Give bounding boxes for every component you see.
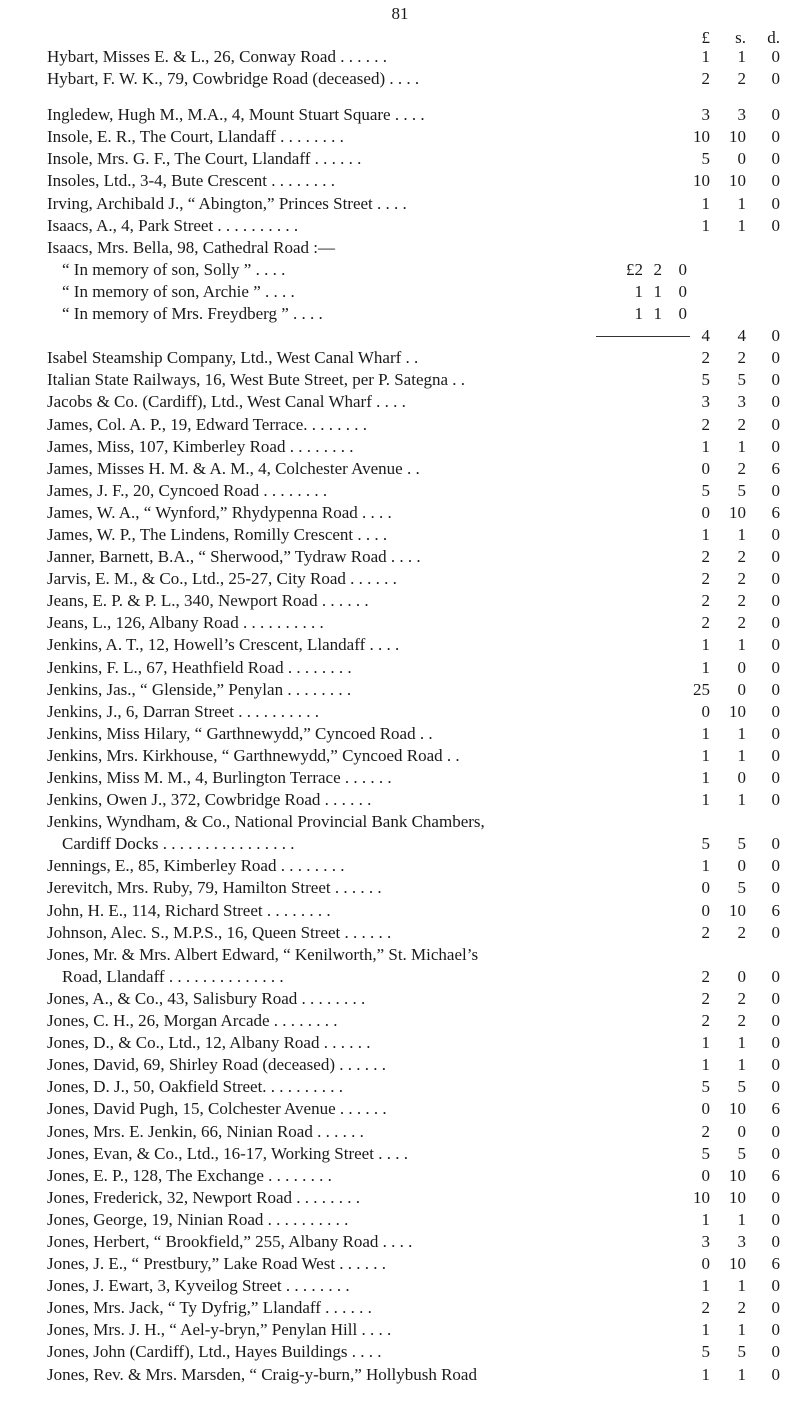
amount-pence: 0 (771, 370, 780, 390)
list-item (0, 546, 800, 568)
amount-pounds: 3 (701, 392, 710, 412)
amount-pounds: 2 (701, 1121, 710, 1141)
amount-pence: 0 (771, 1276, 780, 1296)
amount-shillings: 0 (737, 966, 746, 986)
amount-shillings: 10 (729, 502, 746, 522)
pence-header: d. (767, 28, 780, 47)
amount-pounds: 1 (701, 215, 710, 235)
list-item (0, 789, 800, 811)
amount-pence: 0 (771, 1077, 780, 1097)
subscriber-name: Jones, Mr. & Mrs. Albert Edward, “ Kenilworth,” St. Michael’s (47, 944, 479, 964)
amount-pence: 0 (771, 657, 780, 677)
amount-pence: 0 (771, 105, 780, 125)
amount-pounds: 2 (701, 922, 710, 942)
amount-pence: 0 (771, 171, 780, 191)
subscriber-name: John, H. E., 114, Richard Street . . . . . . . . (47, 900, 331, 920)
amount-shillings: 1 (737, 1209, 746, 1229)
amount-shillings: 0 (737, 768, 746, 787)
subscriber-name: “ In memory of son, Solly ” . . . . (62, 259, 286, 279)
amount-pounds: 1 (701, 856, 710, 876)
list-item (0, 1098, 800, 1120)
amount-pence: 0 (771, 768, 780, 787)
amount-pounds: 1 (701, 524, 710, 544)
amount-shillings: 1 (737, 1320, 746, 1340)
subscriber-name: Hybart, Misses E. & L., 26, Conway Road . . . . . . (47, 47, 387, 66)
amount-shillings: 0 (737, 1121, 746, 1141)
shillings-header: s. (735, 28, 746, 47)
subscriber-name: Jeans, E. P. & P. L., 340, Newport Road . . . . . . (47, 591, 369, 611)
amount-pence: 0 (771, 966, 780, 986)
amount-pounds: 0 (701, 458, 710, 478)
amount-shillings: 1 (737, 745, 746, 765)
list-item (0, 1076, 800, 1098)
amount-pounds: 2 (701, 613, 710, 633)
amount-shillings: 5 (737, 878, 746, 898)
subscriber-name: James, J. F., 20, Cyncoed Road . . . . . . . . (47, 480, 328, 500)
amount-pounds: 5 (701, 1342, 710, 1362)
amount-pounds: 2 (701, 547, 710, 567)
subscriber-name: Jenkins, Mrs. Kirkhouse, “ Garthnewydd,” Cyncoed Road . . (47, 745, 460, 765)
list-item (0, 1143, 800, 1165)
amount-pounds: 4 (701, 326, 710, 346)
subscriber-name: Jenkins, Owen J., 372, Cowbridge Road . . . . . . (47, 790, 372, 810)
subscriber-name: Hybart, F. W. K., 79, Cowbridge Road (deceased) . . . . (47, 69, 420, 89)
list-item (0, 1032, 800, 1054)
list-item (0, 303, 800, 325)
amount-pence: 0 (771, 547, 780, 567)
amount-pence: 0 (771, 127, 780, 147)
subscriber-name: Jones, E. P., 128, The Exchange . . . . . . . . (47, 1165, 332, 1185)
amount-pounds: 10 (693, 1187, 710, 1207)
amount-shillings: 10 (729, 127, 746, 147)
amount-pounds: 2 (701, 1011, 710, 1031)
amount-pence: 0 (771, 326, 780, 346)
subscriber-name: Jenkins, J., 6, Darran Street . . . . . . . . . . (47, 701, 319, 721)
list-item (0, 524, 800, 546)
list-item (0, 369, 800, 391)
list-item (0, 259, 800, 281)
list-item (0, 1010, 800, 1032)
amount-pence: 0 (771, 524, 780, 544)
amount-pounds: 5 (701, 370, 710, 390)
amount-pounds: 5 (701, 1077, 710, 1097)
subscriber-name: James, W. P., The Lindens, Romilly Crescent . . . . (47, 524, 388, 544)
amount-pence: 0 (771, 591, 780, 611)
amount-shillings: 0 (737, 149, 746, 169)
list-item (0, 458, 800, 480)
amount-pence: 0 (771, 613, 780, 633)
amount-shillings: 2 (737, 1298, 746, 1318)
amount-pence: 0 (771, 1143, 780, 1163)
amount-shillings: 1 (737, 524, 746, 544)
amount-shillings: 1 (737, 1055, 746, 1075)
list-item (0, 104, 800, 126)
amount-pounds: 1 (701, 47, 710, 66)
amount-pence: 6 (771, 1099, 780, 1119)
list-item (0, 723, 800, 745)
list-item (0, 68, 800, 90)
amount-shillings: 10 (729, 1187, 746, 1207)
amount-pence: 6 (771, 1165, 780, 1185)
amount-pounds: 1 (701, 1320, 710, 1340)
subscriber-name: Insoles, Ltd., 3-4, Bute Crescent . . . . . . . . (47, 171, 336, 191)
subscriber-name: James, Miss, 107, Kimberley Road . . . . . . . . (47, 436, 354, 456)
amount-pounds: 5 (701, 480, 710, 500)
subscriber-name: Jones, C. H., 26, Morgan Arcade . . . . . . . . (47, 1011, 338, 1031)
amount-pence: 0 (771, 414, 780, 434)
subscriber-name: Jones, George, 19, Ninian Road . . . . . . . . . . (47, 1209, 349, 1229)
subscriber-name: Jones, David Pugh, 15, Colchester Avenue . . . . . . (47, 1099, 387, 1119)
subscriber-name: Jones, David, 69, Shirley Road (deceased) . . . . . . (47, 1055, 386, 1075)
amount-pence: 0 (771, 922, 780, 942)
amount-shillings: 2 (737, 69, 746, 89)
list-item (0, 1319, 800, 1341)
subscriber-name: Jacobs & Co. (Cardiff), Ltd., West Canal Wharf . . . . (47, 392, 406, 412)
amount-shillings: 1 (737, 215, 746, 235)
amount-shillings: 3 (737, 1231, 746, 1251)
amount-pence: 0 (771, 569, 780, 589)
amount-pence: 0 (771, 1209, 780, 1229)
subscriber-name: Janner, Barnett, B.A., “ Sherwood,” Tydraw Road . . . . (47, 547, 421, 567)
amount-shillings: 5 (737, 370, 746, 390)
list-item (0, 1231, 800, 1253)
amount-pence: 0 (771, 1342, 780, 1362)
amount-pounds: 1 (701, 193, 710, 213)
list-item (0, 1341, 800, 1363)
amount-shillings: 2 (737, 613, 746, 633)
amount-pounds: 10 (693, 171, 710, 191)
amount-shillings: 10 (729, 1165, 746, 1185)
amount-shillings: 2 (737, 348, 746, 368)
amount-pounds: 10 (693, 127, 710, 147)
amount-pence: 6 (771, 900, 780, 920)
amount-pounds: 2 (701, 1298, 710, 1318)
subscriber-name: Jones, J. Ewart, 3, Kyveilog Street . . . . . . . . (47, 1276, 350, 1296)
list-item (0, 988, 800, 1010)
amount-pence: 0 (771, 47, 780, 66)
amount-pounds: 1 (701, 1033, 710, 1053)
sub-pounds: 1 (634, 281, 643, 301)
amount-shillings: 10 (729, 1254, 746, 1274)
amount-pence: 0 (771, 1320, 780, 1340)
list-item (0, 701, 800, 723)
amount-shillings: 4 (737, 326, 746, 346)
list-item (0, 436, 800, 458)
amount-pounds: 0 (701, 502, 710, 522)
amount-pence: 0 (771, 790, 780, 810)
amount-pence: 0 (771, 1231, 780, 1251)
amount-pounds: 2 (701, 966, 710, 986)
amount-pounds: 2 (701, 69, 710, 89)
amount-shillings: 2 (737, 569, 746, 589)
list-item (0, 900, 800, 922)
amount-pounds: 1 (701, 1276, 710, 1296)
list-item (0, 877, 800, 899)
subtotal-row (0, 325, 800, 347)
sub-pence: 0 (678, 281, 687, 301)
subscriber-name: Isaacs, A., 4, Park Street . . . . . . . . . . (47, 215, 299, 235)
amount-pounds: 2 (701, 569, 710, 589)
subscriber-name: Jenkins, Miss M. M., 4, Burlington Terrace . . . . . . (47, 768, 392, 787)
amount-pounds: 0 (701, 1254, 710, 1274)
amount-pence: 0 (771, 701, 780, 721)
amount-pence: 0 (771, 635, 780, 655)
amount-pounds: 2 (701, 591, 710, 611)
amount-shillings: 2 (737, 547, 746, 567)
amount-pounds: 1 (701, 657, 710, 677)
amount-pounds: 0 (701, 1099, 710, 1119)
subscriber-name: Jenkins, Jas., “ Glenside,” Penylan . . . . . . . . (47, 679, 352, 699)
amount-shillings: 10 (729, 900, 746, 920)
list-item (0, 414, 800, 436)
subscriber-name: James, W. A., “ Wynford,” Rhydypenna Road . . . . (47, 502, 392, 522)
amount-shillings: 1 (737, 723, 746, 743)
list-item (0, 1187, 800, 1209)
amount-pounds: 1 (701, 768, 710, 787)
subscriber-name: Jones, Mrs. E. Jenkin, 66, Ninian Road . . . . . . (47, 1121, 364, 1141)
list-item (0, 170, 800, 192)
amount-pounds: 0 (701, 900, 710, 920)
subscriber-name: Jones, Mrs. Jack, “ Ty Dyfrig,” Llandaff . . . . . . (47, 1298, 372, 1318)
amount-pounds: 1 (701, 1055, 710, 1075)
sub-pounds: £2 (626, 259, 643, 279)
amount-pounds: 0 (701, 878, 710, 898)
amount-shillings: 1 (737, 1364, 746, 1384)
subscriber-name: Jones, J. E., “ Prestbury,” Lake Road West . . . . . . (47, 1254, 387, 1274)
list-item (0, 944, 800, 966)
subscriber-name: Jennings, E., 85, Kimberley Road . . . . . . . . (47, 856, 345, 876)
amount-pence: 0 (771, 878, 780, 898)
list-item (0, 391, 800, 413)
amount-shillings: 1 (737, 1276, 746, 1296)
list-item (0, 1209, 800, 1231)
list-item (0, 922, 800, 944)
list-item (0, 568, 800, 590)
amount-pounds: 25 (693, 679, 710, 699)
list-item (0, 855, 800, 877)
page-number: 81 (391, 4, 409, 23)
section-gap (0, 90, 800, 104)
list-item (0, 148, 800, 170)
amount-pence: 6 (771, 458, 780, 478)
amount-pence: 0 (771, 1033, 780, 1053)
list-item (0, 126, 800, 148)
amount-shillings: 1 (737, 47, 746, 66)
subscriber-name: Jones, John (Cardiff), Ltd., Hayes Buildings . . . . (47, 1342, 382, 1362)
amount-shillings: 10 (729, 701, 746, 721)
list-item (0, 502, 800, 524)
list-item (0, 590, 800, 612)
subscriber-name: Ingledew, Hugh M., M.A., 4, Mount Stuart Square . . . . (47, 105, 425, 125)
subscriber-name: Road, Llandaff . . . . . . . . . . . . . . (62, 966, 284, 986)
list-item (0, 745, 800, 767)
amount-pounds: 2 (701, 348, 710, 368)
subscriber-name: James, Misses H. M. & A. M., 4, Colchester Avenue . . (47, 458, 420, 478)
amount-pence: 0 (771, 69, 780, 89)
subscriber-name: Jones, D. J., 50, Oakfield Street. . . . . . . . . . (47, 1077, 344, 1097)
subscriber-name: Johnson, Alec. S., M.P.S., 16, Queen Street . . . . . . (47, 922, 392, 942)
amount-shillings: 2 (737, 458, 746, 478)
list-item (0, 347, 800, 369)
subscriber-name: Jones, D., & Co., Ltd., 12, Albany Road . . . . . . (47, 1033, 371, 1053)
amount-pence: 0 (771, 834, 780, 854)
list-item (0, 612, 800, 634)
subscriber-name: Jones, Frederick, 32, Newport Road . . . . . . . . (47, 1187, 361, 1207)
amount-pounds: 1 (701, 1364, 710, 1384)
amount-pounds: 5 (701, 1143, 710, 1163)
amount-pounds: 5 (701, 834, 710, 854)
subscriber-name: Jenkins, F. L., 67, Heathfield Road . . . . . . . . (47, 657, 352, 677)
amount-shillings: 0 (737, 679, 746, 699)
amount-pounds: 3 (701, 105, 710, 125)
amount-pence: 0 (771, 1121, 780, 1141)
list-item (0, 46, 800, 68)
amount-shillings: 3 (737, 105, 746, 125)
amount-pounds: 1 (701, 635, 710, 655)
amount-shillings: 5 (737, 1077, 746, 1097)
amount-pounds: 2 (701, 414, 710, 434)
amount-pence: 0 (771, 149, 780, 169)
amount-pence: 0 (771, 193, 780, 213)
amount-pounds: 3 (701, 1231, 710, 1251)
amount-shillings: 5 (737, 1342, 746, 1362)
amount-pence: 0 (771, 1055, 780, 1075)
subscriber-name: Jones, A., & Co., 43, Salisbury Road . . . . . . . . (47, 988, 366, 1008)
amount-shillings: 1 (737, 635, 746, 655)
subscriber-name: Irving, Archibald J., “ Abington,” Princes Street . . . . (47, 193, 407, 213)
amount-shillings: 5 (737, 834, 746, 854)
list-item (0, 811, 800, 833)
list-item (0, 679, 800, 701)
subscriber-name: Isaacs, Mrs. Bella, 98, Cathedral Road :— (47, 237, 335, 257)
amount-shillings: 0 (737, 657, 746, 677)
amount-shillings: 0 (737, 856, 746, 876)
sub-shillings: 1 (653, 304, 662, 324)
subscriber-name: Jenkins, Miss Hilary, “ Garthnewydd,” Cyncoed Road . . (47, 723, 433, 743)
amount-pounds: 1 (701, 745, 710, 765)
subscriber-name: “ In memory of Mrs. Freydberg ” . . . . (62, 304, 323, 324)
sub-pence: 0 (678, 304, 687, 324)
list-item (0, 1297, 800, 1319)
list-item (0, 1275, 800, 1297)
amount-pence: 0 (771, 215, 780, 235)
list-item (0, 1121, 800, 1143)
list-item (0, 1364, 800, 1386)
subscriber-name: Jarvis, E. M., & Co., Ltd., 25-27, City Road . . . . . . (47, 569, 397, 589)
subscriber-name: Jones, Rev. & Mrs. Marsden, “ Craig-y-burn,” Hollybush Road (47, 1364, 477, 1384)
amount-pounds: 1 (701, 723, 710, 743)
amount-pence: 6 (771, 502, 780, 522)
amount-shillings: 2 (737, 1011, 746, 1031)
amount-pounds: 0 (701, 1165, 710, 1185)
list-item (0, 657, 800, 679)
subscriber-name: Cardiff Docks . . . . . . . . . . . . . . . . (62, 834, 295, 854)
subscriber-name: Jenkins, Wyndham, & Co., National Provincial Bank Chambers, (47, 812, 485, 832)
list-item (0, 767, 800, 789)
amount-shillings: 1 (737, 790, 746, 810)
list-item (0, 1054, 800, 1076)
subscriber-name: Jones, Evan, & Co., Ltd., 16-17, Working Street . . . . (47, 1143, 408, 1163)
subscriber-name: Isabel Steamship Company, Ltd., West Canal Wharf . . (47, 348, 419, 368)
amount-pence: 0 (771, 745, 780, 765)
subscriber-name: Insole, E. R., The Court, Llandaff . . . . . . . . (47, 127, 344, 147)
amount-pounds: 0 (701, 701, 710, 721)
amount-pounds: 1 (701, 436, 710, 456)
amount-pence: 0 (771, 392, 780, 412)
amount-pence: 6 (771, 1254, 780, 1274)
amount-pence: 0 (771, 856, 780, 876)
sub-shillings: 2 (653, 259, 662, 279)
subscriber-name: Jenkins, A. T., 12, Howell’s Crescent, Llandaff . . . . (47, 635, 400, 655)
amount-pence: 0 (771, 723, 780, 743)
subscriber-name: James, Col. A. P., 19, Edward Terrace. . . . . . . . (47, 414, 368, 434)
list-item (0, 634, 800, 656)
amount-pence: 0 (771, 1298, 780, 1318)
amount-pounds: 5 (701, 149, 710, 169)
amount-pounds: 2 (701, 988, 710, 1008)
pounds-header: £ (701, 28, 710, 47)
amount-shillings: 5 (737, 1143, 746, 1163)
list-item (0, 237, 800, 259)
list-item (0, 1253, 800, 1275)
list-item (0, 833, 800, 855)
list-item (0, 966, 800, 988)
amount-pence: 0 (771, 348, 780, 368)
subscriber-name: Insole, Mrs. G. F., The Court, Llandaff . . . . . . (47, 149, 362, 169)
subscriber-name: Jeans, L., 126, Albany Road . . . . . . . . . . (47, 613, 324, 633)
amount-shillings: 2 (737, 922, 746, 942)
subscriber-name: “ In memory of son, Archie ” . . . . (62, 281, 295, 301)
subscriber-name: Jones, Mrs. J. H., “ Ael-y-bryn,” Penylan Hill . . . . (47, 1320, 392, 1340)
list-item (0, 1165, 800, 1187)
list-item (0, 281, 800, 303)
sub-pence: 0 (678, 259, 687, 279)
sub-pounds: 1 (634, 304, 643, 324)
amount-shillings: 10 (729, 1099, 746, 1119)
amount-shillings: 3 (737, 392, 746, 412)
subscriber-name: Italian State Railways, 16, West Bute Street, per P. Sategna . . (47, 370, 466, 390)
amount-pounds: 1 (701, 1209, 710, 1229)
amount-shillings: 2 (737, 988, 746, 1008)
amount-shillings: 1 (737, 436, 746, 456)
sub-shillings: 1 (653, 281, 662, 301)
amount-pence: 0 (771, 1364, 780, 1384)
subscriber-list (0, 46, 800, 1386)
amount-pounds: 1 (701, 790, 710, 810)
amount-shillings: 2 (737, 414, 746, 434)
amount-shillings: 1 (737, 193, 746, 213)
amount-shillings: 10 (729, 171, 746, 191)
subscriber-name: Jerevitch, Mrs. Ruby, 79, Hamilton Street . . . . . . (47, 878, 382, 898)
list-item (0, 193, 800, 215)
amount-shillings: 2 (737, 591, 746, 611)
amount-pence: 0 (771, 679, 780, 699)
amount-pence: 0 (771, 480, 780, 500)
list-item (0, 480, 800, 502)
amount-pence: 0 (771, 988, 780, 1008)
subscriber-name: Jones, Herbert, “ Brookfield,” 255, Albany Road . . . . (47, 1231, 413, 1251)
amount-pence: 0 (771, 1187, 780, 1207)
amount-pence: 0 (771, 1011, 780, 1031)
list-item (0, 215, 800, 237)
amount-pence: 0 (771, 436, 780, 456)
amount-shillings: 5 (737, 480, 746, 500)
amount-shillings: 1 (737, 1033, 746, 1053)
subtotal-rule (596, 336, 690, 337)
